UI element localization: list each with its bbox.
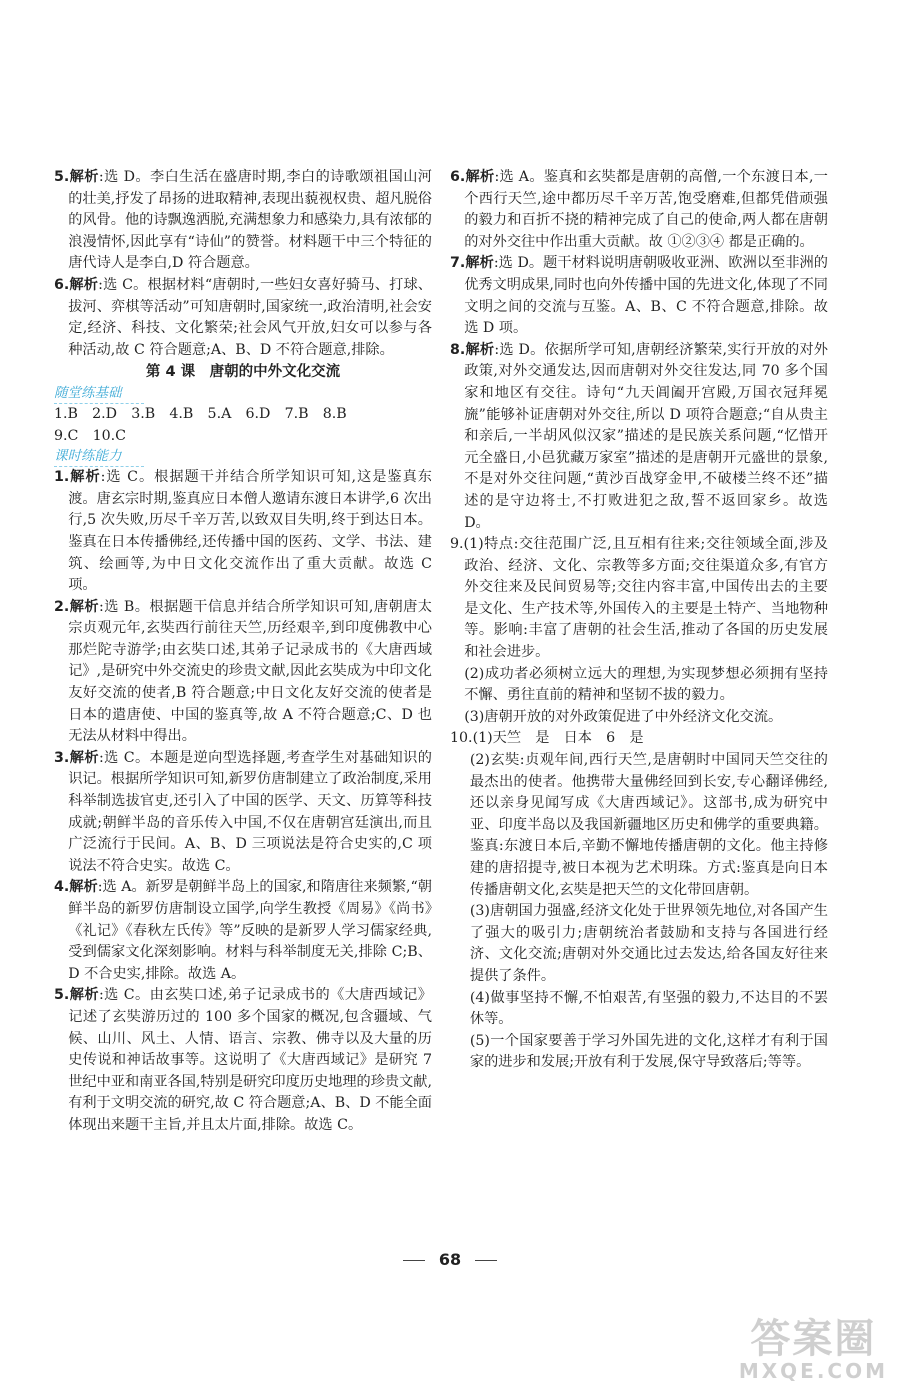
answer-sub-item: (2)玄奘:贞观年间,西行天竺,是唐朝时中国同天竺交往的最杰出的使者。他携带大量佛经回到长安,专心翻译佛经,还以亲身见闻写成《大唐西域记》。这部书,成为研究中亚、印度半岛以及我国新疆地区历史和佛学的重要典籍。鉴真:东渡日本后,辛勤不懈地传播唐朝的文化。他主持修建的唐招提寺,被日本视为艺术明珠。方式:鉴真是向日本传播唐朝文化,玄奘是把天竺的文化带回唐朝。 [469, 752, 828, 898]
section-heading: 随堂练基础 [54, 384, 144, 404]
answer-item-9: 9.(1)特点:交往范围广泛,且互相有往来;交往领域全面,涉及政治、经济、文化、宗教等多方面;交往渠道众多,有官方外交往来及民间贸易等;交往内容丰富,中国传出去的主要是文化、生产技术等,外国传入的主要是土特产、当地物种等。影响:丰富了唐朝的社会生活,推动了各国的历史发展和社会进步。 [450, 536, 828, 661]
page-number-dash [403, 1260, 425, 1261]
answer-item: 6.解析:选 A。鉴真和玄奘都是唐朝的高僧,一个东渡日本,一个西行天竺,途中都历尽千辛万苦,饱受磨难,但都凭借顽强的毅力和百折不挠的精神完成了自己的使命,两人都在唐朝的对外交往中作出重大贡献。故 ①②③④ 都是正确的。 [450, 169, 828, 250]
watermark-logo-text: 答案圈 [750, 1316, 877, 1362]
answer-sub-item: (3)唐朝国力强盛,经济文化处于世界领先地位,对各国产生了强大的吸引力;唐朝统治者鼓励和支持与各国进行经济、文化交流;唐朝对外交通比过去发达,给各国友好往来提供了条件。 [469, 903, 828, 984]
answer-item: 3.解析:选 C。本题是逆向型选择题,考查学生对基础知识的识记。根据所学知识可知,新罗仿唐制建立了政治制度,采用科举制选拔官吏,还引入了中国的医学、天文、历算等科技成就;朝鲜半岛的音乐传入中国,不仅在唐朝宫廷演出,而且广泛流行于民间。A、B、D 三项说法是符合史实的,C 项说法不符合史实。故选 C。 [54, 749, 432, 874]
answer-item: 1.解析:选 C。根据题干并结合所学知识可知,这是鉴真东渡。唐玄宗时期,鉴真应日本僧人邀请东渡日本讲学,6 次出行,5 次失败,历尽千辛万苦,以致双目失明,终于到达日本。鉴真在日本传播佛经,还传播中国的医药、文学、书法、建筑、绘画等,为中日文化交流作出了重大贡献。故选 C 项。 [54, 469, 432, 594]
answer-sub-item: (3)唐朝开放的对外政策促进了中外经济文化交流。 [464, 708, 783, 725]
answer-key-line: 1.B 2.D 3.B 4.B 5.A 6.D 7.B 8.B [54, 405, 347, 422]
answer-item: 5.解析:选 D。李白生活在盛唐时期,李白的诗歌颂祖国山河的壮美,抒发了昂扬的进取精神,表现出藐视权贵、超凡脱俗的风骨。他的诗飘逸洒脱,充满想象力和感染力,具有浓郁的浪漫情怀,因此享有“诗仙”的赞誉。材料题干中三个特征的唐代诗人是李白,D 符合题意。 [54, 169, 432, 272]
answer-sub-item: (5)一个国家要善于学习外国先进的文化,这样才有利于国家的进步和发展;开放有利于发展,保守导致落后;等等。 [469, 1032, 828, 1071]
page-number-text: 68 [438, 1250, 462, 1269]
page-number [0, 1250, 900, 1269]
answer-item: 6.解析:选 C。根据材料“唐朝时,一些妇女喜好骑马、打球、拔河、弈棋等活动”可知唐朝时,国家统一,政治清明,社会安定,经济、科技、文化繁荣;社会风气开放,妇女可以参与各种活动,故 C 符合题意;A、B、D 不符合题意,排除。 [54, 276, 432, 358]
lesson-title: 第 4 课 唐朝的中外文化交流 [145, 364, 341, 381]
watermark [739, 1318, 888, 1382]
answer-sub-item: (2)成功者必须树立远大的理想,为实现梦想必须拥有坚持不懈、勇往直前的精神和坚韧不拔的毅力。 [464, 665, 828, 704]
answer-item: 7.解析:选 D。题干材料说明唐朝吸收亚洲、欧洲以至非洲的优秀文明成果,同时也向外传播中国的先进文化,体现了不同文明之间的交流与互鉴。A、B、C 不符合题意,排除。故选 D 项。 [450, 255, 828, 337]
answer-item: 8.解析:选 D。依据所学可知,唐朝经济繁荣,实行开放的对外政策,对外交通发达,因而唐朝对外交往发达,同 70 多个国家和地区有交往。诗句“九天阊阖开宫殿,万国衣冠拜冕旒”能够补证唐朝对外交往,所以 D 项符合题意;“自从贵主和亲后,一半胡风似汉家”描述的是民族关系问题,“忆惜开元全盛日,小邑犹藏万家室”描述的是唐朝开元盛世的景象,不是对外交往问题,“黄沙百战穿金甲,不破楼兰终不还”描述的是守边将士,不打败进犯之敌,誓不返回家乡。故选 D。 [450, 341, 828, 531]
answer-item: 2.解析:选 B。根据题干信息并结合所学知识可知,唐朝唐太宗贞观元年,玄奘西行前往天竺,历经艰辛,到印度佛教中心那烂陀寺游学;由玄奘口述,其弟子记录成书的《大唐西域记》,是研究中外交流史的珍贵文献,因此玄奘成为中印文化友好交流的使者,B 符合题意;中日文化友好交流的使者是日本的遣唐使、中国的鉴真等,故 A 不符合题意;C、D 也无法从材料中得出。 [54, 598, 432, 745]
answer-item: 5.解析:选 C。由玄奘口述,弟子记录成书的《大唐西域记》记述了玄奘游历过的 100 多个国家的概况,包含疆域、气候、山川、风土、人情、语言、宗教、佛寺以及大量的历史传说和神话故事等。这说明了《大唐西域记》是研究 7 世纪中亚和南亚各国,特别是研究印度历史地理的珍贵文献,有利于文明交流的研究,故 C 符合题意;A、B、D 不能全面体现出来题干主旨,并且太片面,排除。故选 C。 [54, 987, 432, 1133]
right-column [450, 167, 828, 1074]
page-number-dash [475, 1260, 497, 1261]
watermark-url: MXQE.COM [738, 1359, 888, 1383]
section-heading: 课时练能力 [54, 447, 144, 467]
answer-sub-item: (4)做事坚持不懈,不怕艰苦,有坚强的毅力,不达目的不罢休等。 [469, 989, 828, 1028]
left-column [54, 167, 432, 1137]
answer-item-10: 10.(1)天竺 是 日本 6 是 [450, 730, 644, 747]
answer-item: 4.解析:选 A。新罗是朝鲜半岛上的国家,和隋唐往来频繁,“朝鲜半岛的新罗仿唐制设立国学,向学生教授《周易》《尚书》《礼记》《春秋左氏传》等”反映的是新罗人学习儒家经典,受到儒家文化深刻影响。材料与科举制度无关,排除 C;B、D 不合史实,排除。故选 A。 [54, 879, 432, 982]
answer-key-line: 9.C 10.C [54, 427, 126, 444]
